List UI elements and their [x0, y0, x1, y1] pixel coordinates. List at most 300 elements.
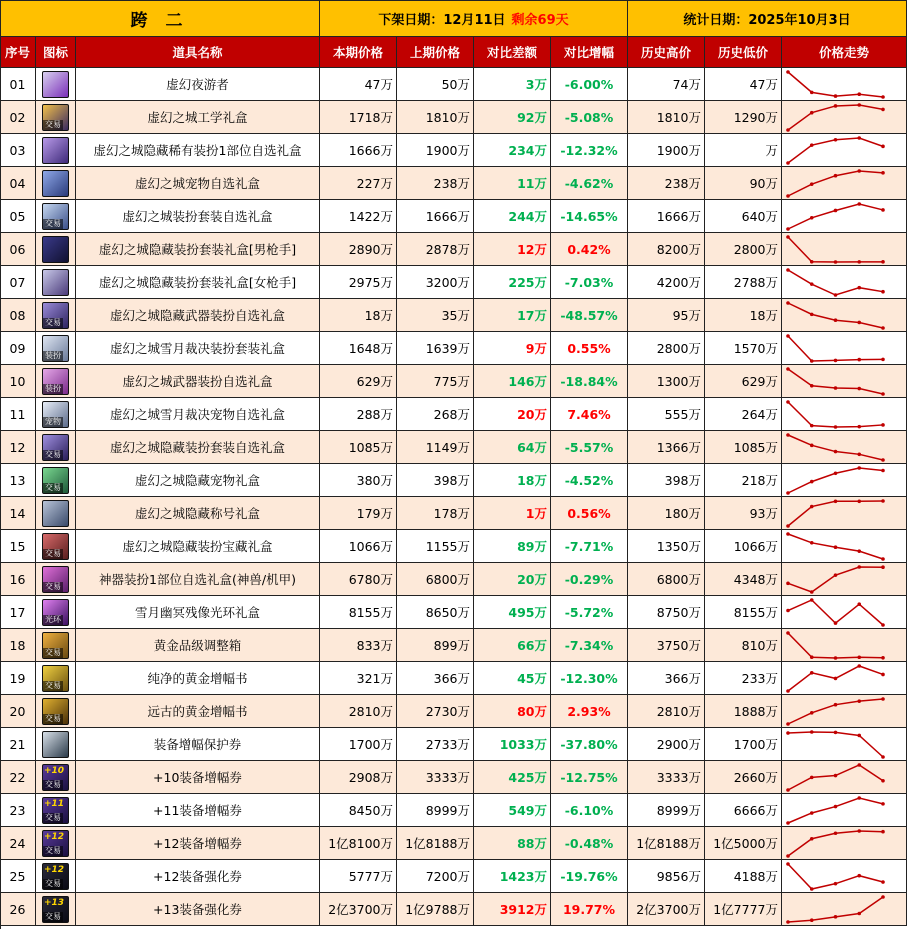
trend-point — [834, 545, 838, 549]
trend-point — [834, 621, 838, 625]
history-low-cell: 93万 — [705, 497, 782, 530]
change-percent-cell: -37.80% — [551, 728, 628, 761]
trend-point — [786, 609, 790, 613]
trend-point — [834, 471, 838, 475]
history-low-cell: 18万 — [705, 299, 782, 332]
icon-badge: 交易 — [45, 812, 61, 822]
no-cell: 12 — [0, 431, 36, 464]
trend-line — [788, 369, 883, 394]
trend-line — [788, 303, 883, 328]
trend-sparkline — [782, 464, 906, 496]
previous-price-cell: 2878万 — [397, 233, 474, 266]
item-name-cell: 虚幻之城武器装扮自选礼盒 — [76, 365, 320, 398]
trend-point — [786, 532, 790, 536]
trend-point — [834, 573, 838, 577]
trend-sparkline — [782, 431, 906, 463]
history-low-cell: 90万 — [705, 167, 782, 200]
history-high-cell: 4200万 — [628, 266, 705, 299]
trend-point — [857, 829, 861, 833]
current-price-cell: 288万 — [320, 398, 397, 431]
history-high-cell: 238万 — [628, 167, 705, 200]
previous-price-cell: 2730万 — [397, 695, 474, 728]
trend-point — [857, 912, 861, 916]
plus12-reinforce-icon — [42, 863, 69, 890]
icon-cell — [36, 563, 76, 596]
history-high-cell: 6800万 — [628, 563, 705, 596]
trend-cell — [782, 563, 907, 596]
trend-point — [810, 590, 814, 594]
trend-point — [857, 358, 861, 362]
trend-point — [834, 293, 838, 297]
icon-badge: 交易 — [45, 680, 61, 690]
item-name-cell: 黄金品级调整箱 — [76, 629, 320, 662]
trend-point — [881, 802, 885, 806]
change-percent-cell: -12.30% — [551, 662, 628, 695]
icon-cell — [36, 794, 76, 827]
trend-line — [788, 501, 883, 526]
current-price-cell: 1085万 — [320, 431, 397, 464]
no-cell: 01 — [0, 68, 36, 101]
trend-point — [810, 111, 814, 115]
no-cell: 20 — [0, 695, 36, 728]
upgrade-level-label: +12 — [44, 864, 65, 875]
previous-price-cell: 6800万 — [397, 563, 474, 596]
trend-point — [810, 260, 814, 264]
previous-price-cell: 2733万 — [397, 728, 474, 761]
item-name-cell: +13装备强化券 — [76, 893, 320, 926]
col-header-low: 历史低价 — [705, 37, 782, 68]
trend-cell — [782, 266, 907, 299]
difference-cell: 17万 — [474, 299, 551, 332]
icon-badge: 装扮 — [45, 350, 61, 360]
trend-sparkline — [782, 299, 906, 331]
difference-cell: 425万 — [474, 761, 551, 794]
trend-point — [834, 138, 838, 142]
trend-cell — [782, 101, 907, 134]
plus11-amplify-icon — [42, 797, 69, 824]
plus13-reinforce-icon — [42, 896, 69, 923]
history-high-cell: 1350万 — [628, 530, 705, 563]
trend-point — [810, 776, 814, 780]
item-name-cell: +12装备强化券 — [76, 860, 320, 893]
trend-cell — [782, 233, 907, 266]
title-box-icon — [42, 500, 69, 527]
trend-point — [786, 920, 790, 924]
trend-point — [810, 313, 814, 317]
icon-badge: 交易 — [45, 911, 61, 921]
trend-line — [788, 435, 883, 460]
no-cell: 15 — [0, 530, 36, 563]
trend-sparkline — [782, 695, 906, 727]
trend-line — [788, 765, 883, 790]
difference-cell: 18万 — [474, 464, 551, 497]
trend-point — [857, 499, 861, 503]
protect-ticket-icon — [42, 731, 69, 758]
previous-price-cell: 775万 — [397, 365, 474, 398]
no-cell: 03 — [0, 134, 36, 167]
history-high-cell: 74万 — [628, 68, 705, 101]
difference-cell: 80万 — [474, 695, 551, 728]
trend-point — [810, 480, 814, 484]
trend-point — [881, 208, 885, 212]
trend-point — [881, 290, 885, 294]
trend-point — [881, 469, 885, 473]
trend-point — [857, 763, 861, 767]
no-cell: 13 — [0, 464, 36, 497]
current-price-cell: 5777万 — [320, 860, 397, 893]
trend-point — [857, 699, 861, 703]
history-high-cell: 1亿8188万 — [628, 827, 705, 860]
upgrade-level-label: +11 — [44, 798, 65, 809]
trend-point — [857, 734, 861, 738]
difference-cell: 3912万 — [474, 893, 551, 926]
col-header-previous: 上期价格 — [397, 37, 474, 68]
amplify-book-icon — [42, 665, 69, 692]
item-name-cell: 虚幻之城隐藏称号礼盒 — [76, 497, 320, 530]
icon-badge: 交易 — [45, 548, 61, 558]
item-name-cell: +12装备增幅券 — [76, 827, 320, 860]
icon-cell — [36, 728, 76, 761]
icon-cell — [36, 299, 76, 332]
trend-point — [834, 359, 838, 363]
change-percent-cell: -12.75% — [551, 761, 628, 794]
trend-point — [810, 505, 814, 509]
trend-point — [786, 862, 790, 866]
change-percent-cell: -48.57% — [551, 299, 628, 332]
icon-cell — [36, 332, 76, 365]
difference-cell: 12万 — [474, 233, 551, 266]
history-high-cell: 555万 — [628, 398, 705, 431]
trend-sparkline — [782, 167, 906, 199]
trend-line — [788, 105, 883, 130]
trend-point — [786, 268, 790, 272]
difference-cell: 549万 — [474, 794, 551, 827]
no-cell: 11 — [0, 398, 36, 431]
current-price-cell: 8155万 — [320, 596, 397, 629]
trend-point — [881, 326, 885, 330]
col-header-icon: 图标 — [36, 37, 76, 68]
history-high-cell: 1666万 — [628, 200, 705, 233]
trend-cell — [782, 134, 907, 167]
no-cell: 23 — [0, 794, 36, 827]
current-price-cell: 380万 — [320, 464, 397, 497]
trend-sparkline — [782, 761, 906, 793]
trend-line — [788, 138, 883, 163]
grade-adjust-box-icon — [42, 632, 69, 659]
trend-point — [881, 755, 885, 759]
col-header-diff: 对比差额 — [474, 37, 551, 68]
offline-date-label: 下架日期：12月11日 — [378, 12, 506, 28]
change-percent-cell: -7.03% — [551, 266, 628, 299]
icon-badge: 装扮 — [45, 383, 61, 393]
item-name-cell: 虚幻之城宠物自选礼盒 — [76, 167, 320, 200]
trend-sparkline — [782, 398, 906, 430]
trend-point — [786, 367, 790, 371]
trend-point — [786, 227, 790, 231]
trend-point — [857, 136, 861, 140]
trend-line — [788, 732, 883, 757]
trend-point — [857, 169, 861, 173]
trend-point — [857, 92, 861, 96]
previous-price-cell: 1149万 — [397, 431, 474, 464]
history-high-cell: 2800万 — [628, 332, 705, 365]
trend-point — [810, 671, 814, 675]
history-high-cell: 366万 — [628, 662, 705, 695]
difference-cell: 64万 — [474, 431, 551, 464]
previous-price-cell: 1亿8188万 — [397, 827, 474, 860]
trend-point — [810, 91, 814, 95]
trend-cell — [782, 398, 907, 431]
trend-sparkline — [782, 497, 906, 529]
no-cell: 09 — [0, 332, 36, 365]
trend-point — [834, 499, 838, 503]
icon-cell — [36, 629, 76, 662]
difference-cell: 244万 — [474, 200, 551, 233]
history-low-cell: 1085万 — [705, 431, 782, 464]
trend-sparkline — [782, 794, 906, 826]
trend-point — [881, 95, 885, 99]
change-percent-cell: -4.52% — [551, 464, 628, 497]
history-low-cell: 2800万 — [705, 233, 782, 266]
icon-badge: 光环 — [45, 614, 61, 624]
trend-sparkline — [782, 266, 906, 298]
trend-cell — [782, 68, 907, 101]
current-price-cell: 2975万 — [320, 266, 397, 299]
col-header-high: 历史高价 — [628, 37, 705, 68]
trend-point — [810, 541, 814, 545]
item-name-cell: 虚幻夜游者 — [76, 68, 320, 101]
no-cell: 26 — [0, 893, 36, 926]
history-low-cell: 万 — [705, 134, 782, 167]
trend-point — [857, 565, 861, 569]
item-name-cell: 虚幻之城隐藏武器装扮自选礼盒 — [76, 299, 320, 332]
trend-point — [834, 731, 838, 735]
previous-price-cell: 1155万 — [397, 530, 474, 563]
trend-point — [857, 796, 861, 800]
trend-point — [881, 108, 885, 112]
trend-point — [810, 730, 814, 734]
trend-point — [786, 631, 790, 635]
trend-point — [881, 458, 885, 462]
difference-cell: 45万 — [474, 662, 551, 695]
trend-point — [857, 655, 861, 659]
change-percent-cell: -7.71% — [551, 530, 628, 563]
pet-box-icon — [42, 170, 69, 197]
trend-cell — [782, 299, 907, 332]
icon-cell — [36, 530, 76, 563]
trend-point — [881, 557, 885, 561]
trend-point — [834, 831, 838, 835]
previous-price-cell: 1639万 — [397, 332, 474, 365]
gunner-female-box-icon — [42, 269, 69, 296]
previous-price-cell: 1亿9788万 — [397, 893, 474, 926]
history-low-cell: 47万 — [705, 68, 782, 101]
item-name-cell: 虚幻之城隐藏装扮宝藏礼盒 — [76, 530, 320, 563]
trend-point — [881, 260, 885, 264]
previous-price-cell: 7200万 — [397, 860, 474, 893]
history-high-cell: 1810万 — [628, 101, 705, 134]
plus12-amplify-icon — [42, 830, 69, 857]
history-low-cell: 6666万 — [705, 794, 782, 827]
change-percent-cell: -19.76% — [551, 860, 628, 893]
history-low-cell: 1066万 — [705, 530, 782, 563]
change-percent-cell: 0.56% — [551, 497, 628, 530]
trend-point — [834, 882, 838, 886]
icon-cell — [36, 134, 76, 167]
trend-point — [834, 209, 838, 213]
trend-cell — [782, 860, 907, 893]
upgrade-level-label: +12 — [44, 831, 65, 842]
current-price-cell: 179万 — [320, 497, 397, 530]
no-cell: 10 — [0, 365, 36, 398]
trend-point — [857, 425, 861, 429]
trend-cell — [782, 167, 907, 200]
difference-cell: 66万 — [474, 629, 551, 662]
change-percent-cell: -12.32% — [551, 134, 628, 167]
history-high-cell: 8750万 — [628, 596, 705, 629]
previous-price-cell: 899万 — [397, 629, 474, 662]
trend-line — [788, 270, 883, 295]
change-percent-cell: -6.00% — [551, 68, 628, 101]
trend-cell — [782, 827, 907, 860]
change-percent-cell: -7.34% — [551, 629, 628, 662]
trend-point — [881, 171, 885, 175]
trend-point — [786, 689, 790, 693]
no-cell: 22 — [0, 761, 36, 794]
history-low-cell: 1亿7777万 — [705, 893, 782, 926]
trend-cell — [782, 365, 907, 398]
history-low-cell: 218万 — [705, 464, 782, 497]
icon-badge: 交易 — [45, 779, 61, 789]
trend-point — [857, 602, 861, 606]
previous-price-cell: 1666万 — [397, 200, 474, 233]
hidden-pet-box-icon — [42, 467, 69, 494]
current-price-cell: 1666万 — [320, 134, 397, 167]
current-price-cell: 2890万 — [320, 233, 397, 266]
icon-cell — [36, 266, 76, 299]
difference-cell: 495万 — [474, 596, 551, 629]
icon-cell — [36, 860, 76, 893]
difference-cell: 234万 — [474, 134, 551, 167]
trend-cell — [782, 662, 907, 695]
icon-badge: 交易 — [45, 449, 61, 459]
trend-point — [810, 216, 814, 220]
icon-cell — [36, 464, 76, 497]
trend-cell — [782, 596, 907, 629]
history-low-cell: 629万 — [705, 365, 782, 398]
history-low-cell: 1700万 — [705, 728, 782, 761]
icon-cell — [36, 761, 76, 794]
trend-line — [788, 237, 883, 262]
server-title: 跨 二 — [0, 0, 320, 37]
trend-sparkline — [782, 134, 906, 166]
current-price-cell: 1718万 — [320, 101, 397, 134]
change-percent-cell: -0.29% — [551, 563, 628, 596]
trend-point — [834, 450, 838, 454]
trend-point — [810, 282, 814, 286]
current-price-cell: 1422万 — [320, 200, 397, 233]
previous-price-cell: 178万 — [397, 497, 474, 530]
trend-cell — [782, 431, 907, 464]
icon-badge: 交易 — [45, 482, 61, 492]
trend-sparkline — [782, 728, 906, 760]
change-percent-cell: -5.72% — [551, 596, 628, 629]
icon-badge: 交易 — [45, 647, 61, 657]
trend-point — [810, 182, 814, 186]
item-name-cell: 装备增幅保护券 — [76, 728, 320, 761]
icon-cell — [36, 365, 76, 398]
trend-point — [881, 623, 885, 627]
trend-point — [810, 444, 814, 448]
mask-icon — [42, 71, 69, 98]
col-header-trend: 价格走势 — [782, 37, 907, 68]
previous-price-cell: 398万 — [397, 464, 474, 497]
trend-cell — [782, 893, 907, 926]
weapon-avatar-box-icon — [42, 302, 69, 329]
difference-cell: 1423万 — [474, 860, 551, 893]
change-percent-cell: -18.84% — [551, 365, 628, 398]
no-cell: 08 — [0, 299, 36, 332]
current-price-cell: 1亿8100万 — [320, 827, 397, 860]
col-header-name: 道具名称 — [76, 37, 320, 68]
previous-price-cell: 8999万 — [397, 794, 474, 827]
previous-price-cell: 50万 — [397, 68, 474, 101]
trend-point — [786, 301, 790, 305]
current-price-cell: 1648万 — [320, 332, 397, 365]
no-cell: 16 — [0, 563, 36, 596]
trend-cell — [782, 497, 907, 530]
no-cell: 19 — [0, 662, 36, 695]
trend-point — [881, 423, 885, 427]
trend-sparkline — [782, 629, 906, 661]
no-cell: 21 — [0, 728, 36, 761]
change-percent-cell: -4.62% — [551, 167, 628, 200]
trend-point — [834, 656, 838, 660]
change-percent-cell: -6.10% — [551, 794, 628, 827]
previous-price-cell: 35万 — [397, 299, 474, 332]
trend-point — [786, 334, 790, 338]
trend-point — [810, 887, 814, 891]
item-name-cell: 虚幻之城装扮套装自选礼盒 — [76, 200, 320, 233]
trend-cell — [782, 629, 907, 662]
trend-sparkline — [782, 68, 906, 100]
history-low-cell: 1290万 — [705, 101, 782, 134]
icon-badge: 交易 — [45, 845, 61, 855]
icon-cell — [36, 68, 76, 101]
history-low-cell: 2660万 — [705, 761, 782, 794]
trend-point — [810, 384, 814, 388]
trend-sparkline — [782, 200, 906, 232]
history-high-cell: 2810万 — [628, 695, 705, 728]
history-low-cell: 810万 — [705, 629, 782, 662]
trend-sparkline — [782, 233, 906, 265]
history-high-cell: 1300万 — [628, 365, 705, 398]
trend-point — [881, 565, 885, 569]
change-percent-cell: 0.42% — [551, 233, 628, 266]
history-low-cell: 640万 — [705, 200, 782, 233]
trend-point — [857, 453, 861, 457]
no-cell: 06 — [0, 233, 36, 266]
upgrade-level-label: +13 — [44, 897, 65, 908]
icon-cell — [36, 662, 76, 695]
history-high-cell: 9856万 — [628, 860, 705, 893]
trend-point — [786, 524, 790, 528]
history-high-cell: 95万 — [628, 299, 705, 332]
difference-cell: 20万 — [474, 398, 551, 431]
trend-point — [786, 491, 790, 495]
change-percent-cell: 0.55% — [551, 332, 628, 365]
trend-sparkline — [782, 662, 906, 694]
